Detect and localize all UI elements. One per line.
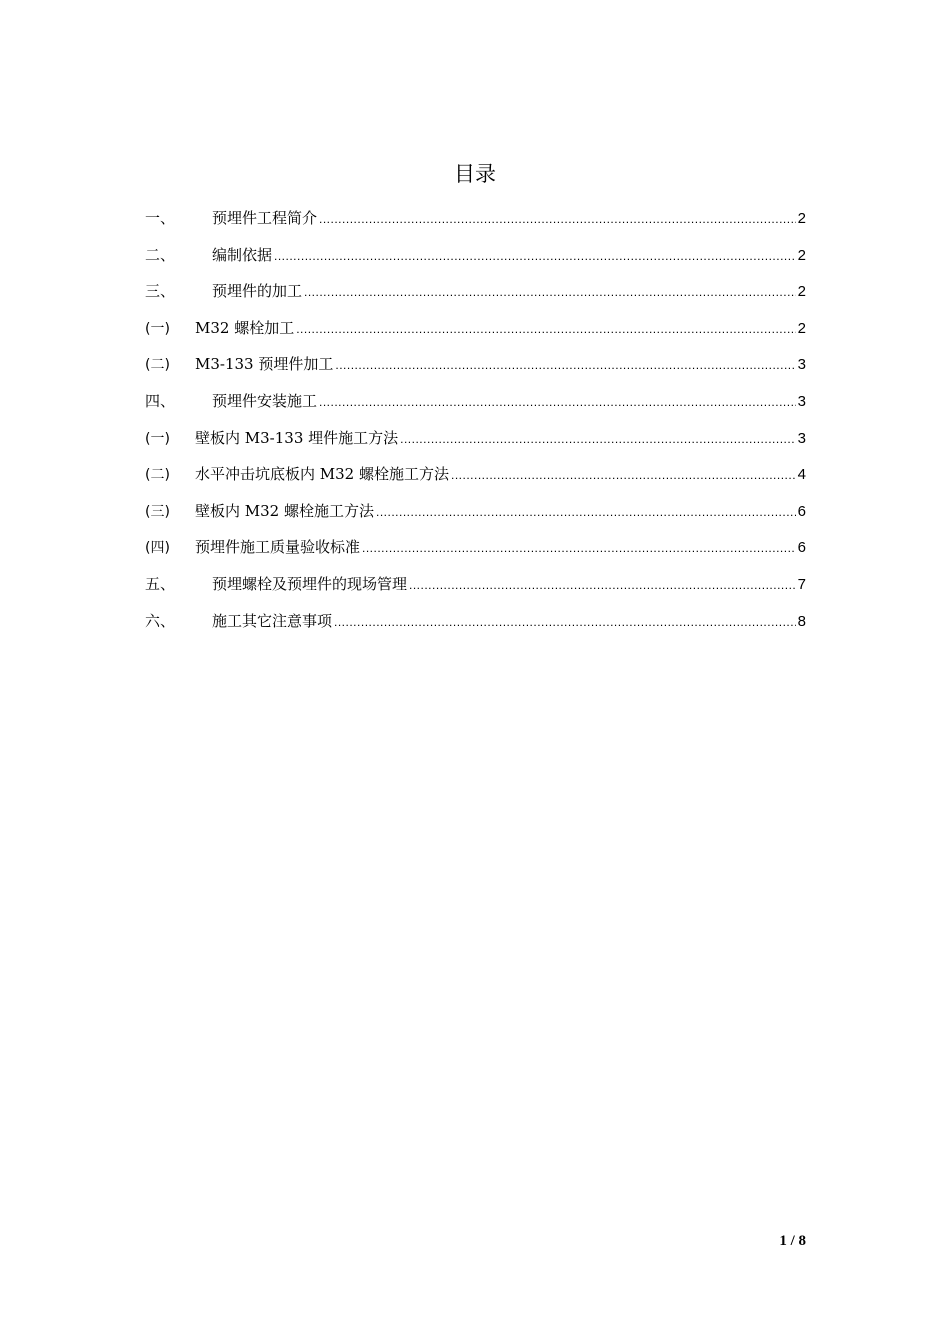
toc-leader-dots bbox=[409, 571, 796, 599]
toc-entry-title: 施工其它注意事项 bbox=[212, 611, 333, 630]
toc-entry-title: 预埋螺栓及预埋件的现场管理 bbox=[212, 574, 408, 593]
toc-entry[interactable] bbox=[145, 277, 806, 314]
toc-entry-number: 一、 bbox=[145, 209, 176, 227]
toc-entry-page: 7 bbox=[797, 575, 806, 593]
toc-entry-page: 6 bbox=[797, 502, 806, 520]
toc-entry-number: 五、 bbox=[145, 574, 176, 593]
toc-leader-dots bbox=[376, 498, 796, 526]
toc-entry-title: 壁板内 M3-133 埋件施工方法 bbox=[195, 428, 399, 447]
toc-entry-number: 六、 bbox=[145, 611, 176, 630]
toc-leader-dots bbox=[319, 205, 796, 233]
toc-entry-title: 预埋件工程简介 bbox=[212, 209, 318, 227]
toc-entry-page: 2 bbox=[797, 319, 806, 337]
toc-leader-dots bbox=[362, 534, 796, 562]
toc-entry[interactable] bbox=[145, 460, 806, 497]
toc-entry-title: 编制依据 bbox=[212, 245, 273, 264]
toc-entry-page: 2 bbox=[797, 246, 806, 264]
toc-leader-dots bbox=[274, 242, 796, 270]
toc-leader-dots bbox=[319, 388, 796, 416]
table-of-contents bbox=[145, 204, 806, 643]
toc-entry[interactable] bbox=[145, 570, 806, 607]
toc-entry-page: 4 bbox=[797, 466, 806, 484]
toc-entry-number: 二、 bbox=[145, 245, 176, 264]
toc-entry[interactable] bbox=[145, 387, 806, 424]
toc-entry-number: 三、 bbox=[145, 282, 176, 301]
toc-entry-title: 预埋件施工质量验收标准 bbox=[195, 538, 361, 557]
toc-entry-number: (三) bbox=[145, 503, 170, 520]
toc-entry-title: M3-133 预埋件加工 bbox=[195, 355, 334, 374]
toc-entry-number: (二) bbox=[145, 357, 170, 374]
toc-leader-dots bbox=[451, 461, 796, 489]
toc-entry-title: M32 螺栓加工 bbox=[195, 318, 295, 337]
toc-entry-number: (四) bbox=[145, 540, 170, 557]
toc-entry-page: 3 bbox=[797, 392, 806, 410]
toc-entry[interactable] bbox=[145, 497, 806, 534]
toc-entry[interactable] bbox=[145, 204, 806, 241]
toc-leader-dots bbox=[304, 278, 796, 306]
toc-entry[interactable] bbox=[145, 350, 806, 387]
toc-entry-number: (二) bbox=[145, 467, 170, 484]
toc-leader-dots bbox=[296, 315, 795, 343]
toc-entry[interactable] bbox=[145, 607, 806, 644]
toc-entry-title: 水平冲击坑底板内 M32 螺栓施工方法 bbox=[195, 465, 449, 484]
toc-entry[interactable] bbox=[145, 533, 806, 570]
toc-entry[interactable] bbox=[145, 424, 806, 461]
toc-leader-dots bbox=[335, 351, 795, 379]
toc-title: 目录 bbox=[454, 162, 496, 186]
toc-entry-number: 四、 bbox=[145, 391, 176, 410]
toc-entry-title: 预埋件安装施工 bbox=[212, 391, 318, 410]
toc-entry-number: (一) bbox=[145, 320, 170, 337]
toc-entry-number: (一) bbox=[145, 430, 170, 447]
toc-entry-page: 2 bbox=[797, 283, 806, 301]
toc-entry[interactable] bbox=[145, 314, 806, 351]
toc-entry-title: 预埋件的加工 bbox=[212, 282, 303, 301]
toc-leader-dots bbox=[334, 608, 796, 636]
toc-entry-page: 3 bbox=[797, 429, 806, 447]
page-number-footer: 1 / 8 bbox=[779, 1233, 806, 1249]
toc-entry-page: 3 bbox=[797, 356, 806, 374]
toc-entry-page: 6 bbox=[797, 539, 806, 557]
toc-entry-page: 2 bbox=[797, 210, 806, 227]
toc-entry-page: 8 bbox=[797, 612, 806, 630]
toc-entry[interactable] bbox=[145, 241, 806, 278]
toc-leader-dots bbox=[400, 425, 796, 453]
toc-entry-title: 壁板内 M32 螺栓施工方法 bbox=[195, 501, 374, 520]
